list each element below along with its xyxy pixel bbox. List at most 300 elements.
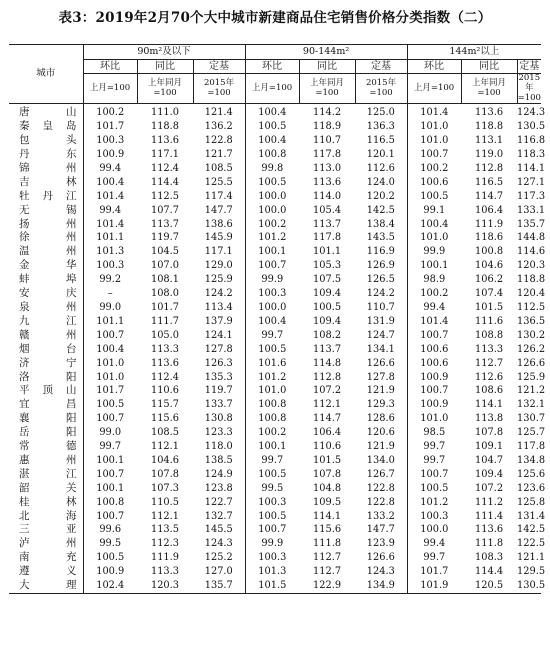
- index-value: 126.7: [366, 468, 395, 480]
- index-value: 100.1: [245, 440, 299, 454]
- index-value: 100.8: [245, 398, 299, 412]
- subhead-mom-3: 环比: [407, 60, 461, 74]
- index-value: 118.8: [517, 274, 546, 286]
- index-value: 99.7: [83, 440, 137, 454]
- table-row: [9, 523, 541, 537]
- index-value: 145.9: [204, 232, 233, 244]
- index-value: 121.1: [517, 552, 546, 564]
- index-value: 99.9: [245, 537, 299, 551]
- table-row: [9, 357, 541, 371]
- index-value: 109.4: [313, 315, 342, 327]
- index-value: 101.3: [83, 245, 137, 259]
- index-value: 125.0: [366, 107, 395, 119]
- index-value: 108.3: [475, 552, 504, 564]
- index-value: 114.0: [313, 190, 342, 202]
- index-value: 113.3: [475, 343, 504, 355]
- index-value: 112.7: [313, 566, 342, 578]
- table-row: [9, 162, 541, 176]
- index-value: 136.2: [204, 121, 233, 133]
- index-value: 114.4: [475, 566, 504, 578]
- index-value: 130.8: [204, 413, 233, 425]
- index-value: –: [83, 287, 137, 301]
- index-value: 129.3: [366, 399, 395, 411]
- index-value: 100.5: [245, 176, 299, 190]
- index-value: 126.5: [366, 274, 395, 286]
- index-value: 99.7: [407, 440, 461, 454]
- index-value: 109.4: [313, 288, 342, 300]
- index-value: 100.2: [245, 426, 299, 440]
- index-value: 101.7: [150, 301, 180, 313]
- index-value: 127.1: [517, 176, 546, 188]
- index-value: 111.6: [475, 315, 504, 327]
- index-value: 99.0: [83, 301, 137, 315]
- index-value: 113.5: [150, 524, 180, 536]
- index-value: 99.9: [245, 273, 299, 287]
- city-name: 襄阳: [19, 412, 77, 425]
- index-value: 125.6: [517, 468, 546, 480]
- index-value: 126.2: [517, 343, 546, 355]
- index-value: 104.6: [475, 260, 504, 272]
- index-value: 124.0: [366, 176, 395, 188]
- index-value: 125.7: [517, 427, 546, 439]
- index-value: 101.0: [407, 412, 461, 426]
- index-value: 100.5: [407, 482, 461, 496]
- index-value: 134.0: [366, 454, 395, 466]
- city-name: 遵义: [19, 565, 77, 578]
- table-row: [9, 273, 541, 287]
- index-value: 111.0: [150, 107, 180, 119]
- index-value: 101.0: [407, 134, 461, 148]
- index-value: 109.1: [475, 441, 504, 453]
- table-row: [9, 176, 541, 190]
- index-value: 100.4: [245, 104, 299, 120]
- index-value: 99.7: [245, 329, 299, 343]
- index-value: 119.7: [204, 385, 233, 397]
- city-name: 锦州: [19, 161, 77, 174]
- index-value: 101.0: [407, 231, 461, 245]
- index-value: 120.6: [366, 427, 395, 439]
- index-value: 113.1: [475, 135, 504, 147]
- index-value: 100.1: [83, 482, 137, 496]
- index-value: 138.4: [366, 218, 395, 230]
- index-value: 98.5: [407, 426, 461, 440]
- base-label-mom-2: 上月=100: [245, 74, 299, 104]
- index-value: 101.1: [83, 231, 137, 245]
- index-value: 101.4: [83, 218, 137, 232]
- index-value: 111.4: [475, 510, 504, 522]
- index-value: 111.9: [475, 218, 504, 230]
- index-value: 100.3: [83, 134, 137, 148]
- subhead-base-3: 定基: [517, 60, 541, 74]
- index-value: 116.8: [517, 135, 546, 147]
- index-value: 118.9: [313, 121, 342, 133]
- table-row: [9, 440, 541, 454]
- subhead-yoy-2: 同比: [299, 60, 355, 74]
- index-value: 115.7: [150, 399, 180, 411]
- index-value: 100.5: [245, 120, 299, 134]
- price-index-table: [9, 44, 546, 594]
- index-value: 120.5: [461, 579, 517, 593]
- city-name: 吉林: [19, 175, 77, 188]
- city-name: 大理: [9, 579, 83, 593]
- index-value: 125.9: [517, 371, 546, 383]
- index-value: 100.8: [245, 412, 299, 426]
- index-value: 111.7: [150, 315, 180, 327]
- index-value: 100.2: [83, 104, 137, 120]
- index-value: 104.5: [150, 246, 180, 258]
- index-value: 122.7: [204, 496, 233, 508]
- group-header-large: 144m²以上: [407, 45, 541, 60]
- table-row: [9, 510, 541, 524]
- index-value: 112.8: [475, 162, 504, 174]
- index-value: 134.1: [366, 343, 395, 355]
- index-value: 107.3: [150, 482, 180, 494]
- index-value: 120.1: [366, 149, 395, 161]
- subhead-mom-2: 环比: [245, 60, 299, 74]
- index-value: 100.6: [407, 357, 461, 371]
- index-value: 105.4: [313, 204, 342, 216]
- index-value: 117.8: [313, 232, 342, 244]
- index-value: 111.2: [475, 496, 504, 508]
- index-value: 99.6: [83, 523, 137, 537]
- index-value: 121.2: [517, 385, 546, 397]
- index-value: 134.9: [355, 579, 407, 593]
- index-value: 101.2: [245, 231, 299, 245]
- index-value: 113.6: [150, 357, 180, 369]
- index-value: 100.7: [407, 468, 461, 482]
- subhead-base-2: 定基: [355, 60, 407, 74]
- city-name: 温州: [19, 245, 77, 258]
- index-value: 100.4: [83, 176, 137, 190]
- index-value: 100.6: [407, 176, 461, 190]
- index-value: 100.7: [245, 259, 299, 273]
- index-value: 101.4: [83, 190, 137, 204]
- index-value: 114.2: [313, 107, 342, 119]
- index-value: 130.5: [517, 579, 541, 593]
- index-value: 109.4: [475, 468, 504, 480]
- group-header-medium: 90-144m²: [245, 45, 407, 60]
- index-value: 101.0: [83, 357, 137, 371]
- index-value: 101.2: [407, 496, 461, 510]
- index-value: 130.2: [517, 329, 546, 341]
- index-value: 144.8: [517, 232, 546, 244]
- index-value: 100.5: [407, 190, 461, 204]
- index-value: 100.2: [407, 287, 461, 301]
- base-label-yoy-2: 上年同月=100: [299, 74, 355, 104]
- index-value: 112.6: [366, 162, 395, 174]
- city-name: 安庆: [19, 287, 77, 300]
- index-value: 100.7: [407, 148, 461, 162]
- index-value: 126.6: [366, 357, 395, 369]
- index-value: 100.4: [245, 315, 299, 329]
- index-value: 127.0: [204, 566, 233, 578]
- index-value: 108.0: [150, 288, 180, 300]
- index-value: 124.2: [366, 288, 395, 300]
- index-value: 119.7: [150, 232, 180, 244]
- index-value: 122.8: [204, 135, 233, 147]
- index-value: 101.4: [407, 315, 461, 329]
- index-value: 100.3: [407, 510, 461, 524]
- index-value: 130.5: [517, 121, 546, 133]
- index-value: 132.7: [204, 510, 233, 522]
- group-header-small: 90m²及以下: [83, 45, 245, 60]
- index-value: 99.5: [83, 537, 137, 551]
- index-value: 117.3: [517, 190, 546, 202]
- index-value: 108.5: [150, 427, 180, 439]
- index-value: 112.8: [313, 371, 342, 383]
- index-value: 135.7: [517, 218, 546, 230]
- city-name: 济宁: [19, 356, 77, 369]
- index-value: 101.1: [83, 315, 137, 329]
- index-value: 112.6: [475, 371, 504, 383]
- index-value: 117.8: [313, 149, 342, 161]
- index-value: 116.5: [366, 135, 395, 147]
- index-value: 118.3: [517, 149, 546, 161]
- index-value: 100.7: [83, 510, 137, 524]
- table-row: [9, 371, 541, 385]
- index-value: 112.4: [150, 162, 180, 174]
- index-value: 108.2: [313, 329, 342, 341]
- index-value: 133.2: [366, 510, 395, 522]
- index-value: 125.5: [204, 176, 233, 188]
- city-name: 平顶山: [19, 384, 77, 397]
- index-value: 100.5: [245, 343, 299, 357]
- table-row: [9, 301, 541, 315]
- index-value: 105.0: [150, 329, 180, 341]
- city-name: 湛江: [19, 467, 77, 480]
- table-row: [9, 287, 541, 301]
- city-name: 惠州: [19, 453, 77, 466]
- index-value: 101.7: [83, 384, 137, 398]
- index-value: 100.5: [83, 551, 137, 565]
- index-value: 115.6: [150, 413, 180, 425]
- index-value: 124.1: [204, 329, 233, 341]
- index-value: 129.5: [517, 566, 546, 578]
- index-value: 101.1: [313, 246, 342, 258]
- index-value: 99.5: [245, 482, 299, 496]
- index-value: 127.8: [366, 371, 395, 383]
- base-label-base-3: 2015年=100: [517, 73, 541, 103]
- table-row: [9, 551, 541, 565]
- index-value: 100.7: [83, 468, 137, 482]
- index-value: 107.8: [313, 468, 342, 480]
- index-value: 126.3: [204, 357, 233, 369]
- city-column-header: 城市: [9, 45, 83, 104]
- index-value: 114.1: [475, 399, 504, 411]
- index-value: 145.5: [204, 524, 233, 536]
- index-value: 114.7: [475, 190, 504, 202]
- index-value: 117.1: [204, 246, 233, 258]
- city-name: 牡丹江: [19, 189, 77, 202]
- city-name: 韶关: [19, 481, 77, 494]
- table-row: [9, 148, 541, 162]
- index-value: 122.8: [366, 482, 395, 494]
- subhead-yoy-1: 同比: [137, 60, 193, 74]
- index-value: 118.8: [475, 121, 504, 133]
- index-value: 101.4: [407, 104, 461, 120]
- index-value: 133.1: [517, 204, 546, 216]
- index-value: 125.2: [204, 552, 233, 564]
- index-value: 99.4: [83, 204, 137, 218]
- table-row: [9, 482, 541, 496]
- index-value: 126.6: [366, 552, 395, 564]
- index-value: 100.5: [313, 301, 342, 313]
- index-value: 108.6: [475, 385, 504, 397]
- index-value: 106.2: [475, 274, 504, 286]
- index-value: 100.8: [83, 496, 137, 510]
- city-name: 蚌埠: [19, 273, 77, 286]
- index-value: 100.0: [245, 301, 299, 315]
- index-value: 110.6: [150, 385, 180, 397]
- index-value: 121.7: [204, 149, 233, 161]
- table-row: [9, 565, 541, 579]
- index-value: 104.8: [313, 482, 342, 494]
- index-value: 114.1: [313, 510, 342, 522]
- index-value: 109.5: [313, 496, 342, 508]
- index-value: 100.2: [407, 162, 461, 176]
- index-value: 122.8: [366, 496, 395, 508]
- index-value: 100.1: [407, 259, 461, 273]
- index-value: 99.2: [83, 273, 137, 287]
- index-value: 112.1: [150, 441, 180, 453]
- table-row: [9, 398, 541, 412]
- index-value: 113.6: [313, 176, 342, 188]
- index-value: 107.2: [475, 482, 504, 494]
- table-row: [9, 454, 541, 468]
- index-value: 112.5: [517, 301, 546, 313]
- table-row: [9, 315, 541, 329]
- index-value: 142.5: [517, 524, 546, 536]
- city-name: 唐山: [19, 106, 77, 119]
- index-value: 100.5: [245, 468, 299, 482]
- index-value: 135.3: [204, 371, 233, 383]
- index-value: 101.5: [475, 301, 504, 313]
- table-row: [9, 579, 541, 593]
- index-value: 107.8: [150, 468, 180, 480]
- city-name: 南充: [19, 551, 77, 564]
- index-value: 101.0: [245, 384, 299, 398]
- city-name: 丹东: [19, 148, 77, 161]
- index-value: 123.8: [204, 482, 233, 494]
- city-name: 北海: [19, 509, 77, 522]
- index-value: 100.4: [245, 134, 299, 148]
- city-name: 泉州: [19, 300, 77, 313]
- index-value: 107.4: [475, 288, 504, 300]
- index-value: 118.0: [204, 441, 233, 453]
- index-value: 99.7: [245, 454, 299, 468]
- city-name: 包头: [19, 134, 77, 147]
- index-value: 120.3: [137, 579, 193, 593]
- index-value: 101.0: [83, 371, 137, 385]
- index-value: 111.8: [475, 538, 504, 550]
- index-value: 132.1: [517, 399, 546, 411]
- index-value: 100.0: [245, 190, 299, 204]
- base-label-yoy-3: 上年同月=100: [461, 74, 517, 104]
- index-value: 147.7: [204, 204, 233, 216]
- index-value: 107.2: [313, 385, 342, 397]
- index-value: 120.2: [366, 190, 395, 202]
- index-value: 104.7: [475, 454, 504, 466]
- index-value: 100.7: [407, 384, 461, 398]
- table-row: [9, 231, 541, 245]
- index-value: 112.7: [313, 552, 342, 564]
- index-value: 100.6: [407, 343, 461, 357]
- index-value: 110.5: [150, 496, 180, 508]
- index-value: 100.9: [83, 148, 137, 162]
- index-value: 110.7: [366, 301, 395, 313]
- index-value: 137.9: [204, 315, 233, 327]
- index-value: 122.5: [517, 538, 546, 550]
- index-value: 101.7: [407, 565, 461, 579]
- index-value: 138.6: [204, 218, 233, 230]
- index-value: 104.6: [150, 454, 180, 466]
- index-value: 105.3: [313, 260, 342, 272]
- city-name: 常德: [19, 440, 77, 453]
- index-value: 112.7: [475, 357, 504, 369]
- index-value: 108.1: [150, 274, 180, 286]
- index-value: 100.2: [245, 218, 299, 232]
- table-row: [9, 204, 541, 218]
- index-value: 101.6: [245, 357, 299, 371]
- index-value: 112.5: [150, 190, 180, 202]
- index-value: 112.3: [150, 538, 180, 550]
- index-value: 108.5: [204, 162, 233, 174]
- index-value: 113.7: [313, 218, 342, 230]
- index-value: 126.9: [366, 260, 395, 272]
- city-name: 岳阳: [19, 426, 77, 439]
- index-value: 124.2: [204, 288, 233, 300]
- index-value: 128.6: [366, 413, 395, 425]
- index-value: 106.4: [475, 204, 504, 216]
- table-row: [9, 245, 541, 259]
- city-name: 泸州: [19, 537, 77, 550]
- index-value: 107.5: [313, 274, 342, 286]
- index-value: 106.4: [313, 427, 342, 439]
- index-value: 102.4: [83, 579, 137, 593]
- index-value: 125.8: [517, 496, 546, 508]
- index-value: 125.9: [204, 274, 233, 286]
- base-label-base-2: 2015年=100: [355, 74, 407, 104]
- index-value: 100.0: [245, 204, 299, 218]
- index-value: 113.4: [204, 301, 233, 313]
- index-value: 100.1: [83, 454, 137, 468]
- index-value: 129.0: [204, 260, 233, 272]
- index-value: 120.4: [517, 288, 546, 300]
- city-name: 宜昌: [19, 398, 77, 411]
- index-value: 112.4: [150, 371, 180, 383]
- index-value: 121.9: [366, 385, 395, 397]
- index-value: 113.6: [475, 107, 504, 119]
- table-row: [9, 104, 541, 120]
- index-value: 123.6: [517, 482, 546, 494]
- index-value: 107.7: [150, 204, 180, 216]
- index-value: 99.9: [407, 245, 461, 259]
- index-value: 124.3: [366, 566, 395, 578]
- index-value: 134.8: [517, 454, 546, 466]
- index-value: 99.7: [407, 454, 461, 468]
- table-row: [9, 537, 541, 551]
- index-value: 101.2: [245, 371, 299, 385]
- index-value: 115.6: [313, 524, 342, 536]
- index-value: 126.6: [517, 357, 546, 369]
- index-value: 99.4: [407, 537, 461, 551]
- index-value: 99.4: [407, 301, 461, 315]
- table-row: [9, 412, 541, 426]
- index-value: 101.5: [245, 579, 299, 593]
- index-value: 99.8: [245, 162, 299, 176]
- table-row: [9, 384, 541, 398]
- index-value: 113.8: [475, 413, 504, 425]
